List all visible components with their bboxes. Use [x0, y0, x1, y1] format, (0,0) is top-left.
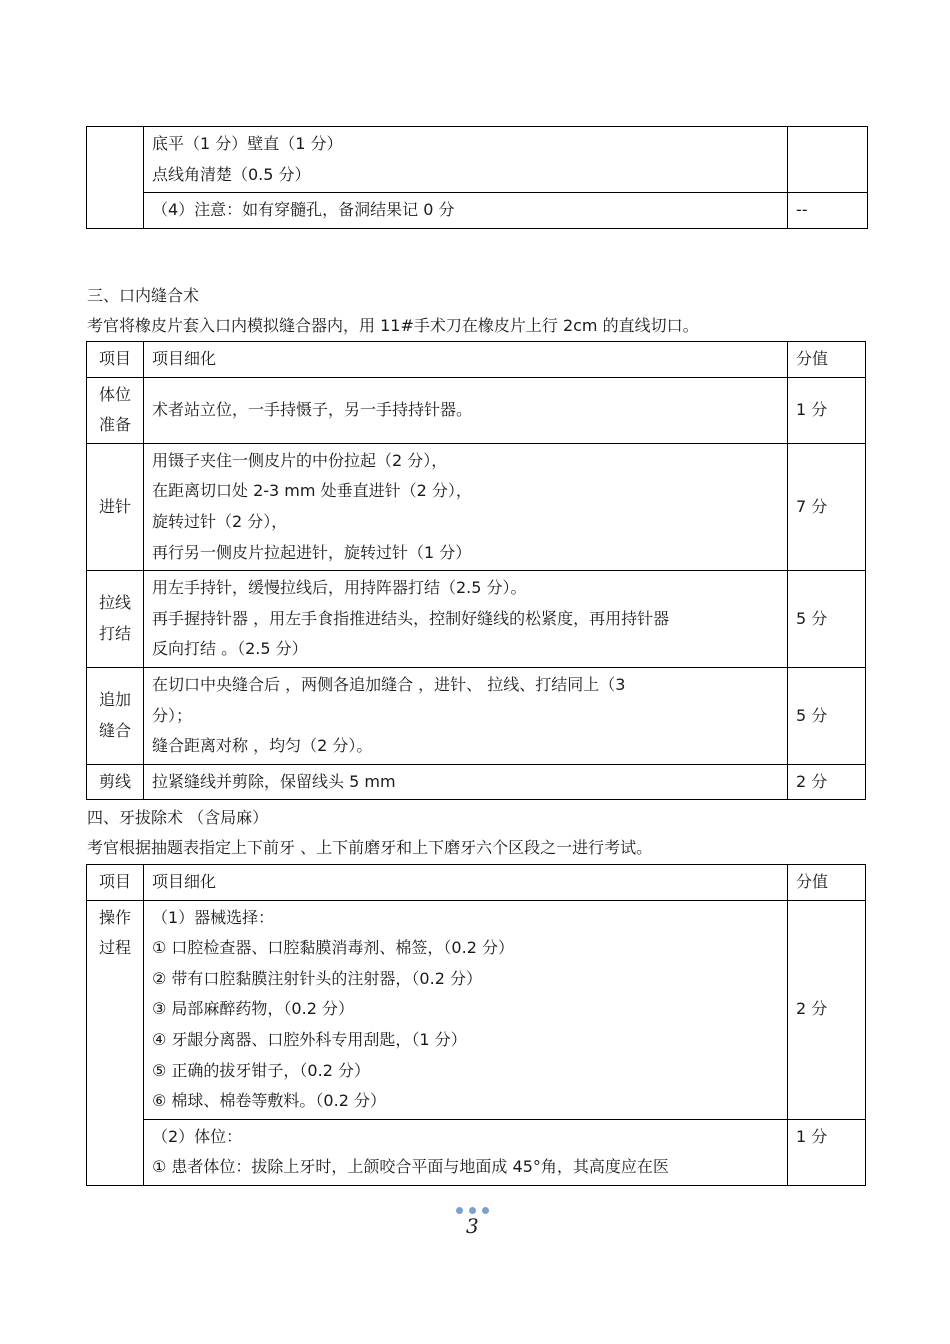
header-item: 项目 [87, 342, 144, 378]
table-cell-item [87, 764, 144, 800]
table-row [87, 193, 868, 229]
scoring-table-suture [86, 341, 866, 800]
detail-line: ⑤ 正确的拔牙钳子，（0.2 分） [152, 1060, 370, 1080]
table-row [87, 900, 866, 1119]
table-header-row [87, 342, 866, 378]
dot-icon [456, 1207, 463, 1214]
section-heading: 四、牙拔除术 （含局麻） [87, 808, 269, 827]
table-cell-detail [144, 443, 788, 570]
item-line: 追加 [98, 690, 131, 710]
table-cell-item [87, 377, 144, 443]
detail-line: ② 带有口腔黏膜注射针头的注射器，（0.2 分） [152, 968, 482, 988]
table-header-row [87, 865, 866, 901]
header-detail: 项目细化 [144, 865, 788, 901]
table-row [87, 127, 868, 193]
table-cell-score [788, 127, 868, 193]
item-line: 缝合 [98, 720, 131, 740]
table-cell-detail [144, 127, 788, 193]
item-line: 剪线 [98, 771, 131, 791]
item-line: 打结 [98, 624, 131, 644]
item-line: 过程 [98, 938, 131, 958]
detail-line: ① 口腔检查器、口腔黏膜消毒剂、棉签，（0.2 分） [152, 938, 514, 958]
detail-line: 缝合距离对称 ，均匀（2 分）。 [152, 736, 373, 756]
detail-line: 分）； [152, 705, 193, 725]
table-cell-score: 1 分 [788, 377, 866, 443]
detail-line: 用左手持针，缓慢拉线后，用持阵器打结（2.5 分）。 [152, 578, 527, 598]
table-row [87, 667, 866, 764]
section-intro: 考官将橡皮片套入口内模拟缝合器内，用 11#手术刀在橡皮片上行 2cm 的直线切口。 [87, 316, 699, 335]
table-cell-score: 5 分 [788, 571, 866, 668]
detail-line: 点线角清楚（0.5 分） [152, 164, 311, 184]
table-cell-item [87, 443, 144, 570]
table-cell-item [87, 127, 144, 229]
detail-line: 再手握持针器 ，用左手食指推进结头，控制好缝线的松紧度，再用持针器 [152, 608, 670, 628]
table-cell-detail [144, 377, 788, 443]
table-cell-score: 2 分 [788, 900, 866, 1119]
table-cell-detail [144, 667, 788, 764]
table-cell-score: -- [788, 193, 868, 229]
item-line: 拉线 [98, 593, 131, 613]
detail-line: （4）注意：如有穿髓孔，备洞结果记 0 分 [152, 200, 455, 220]
detail-line: ① 患者体位：拔除上牙时，上颌咬合平面与地面成 45°角，其高度应在医 [152, 1157, 669, 1177]
detail-line: 再行另一侧皮片拉起进针，旋转过针（1 分） [152, 542, 472, 562]
section-intro: 考官根据抽题表指定上下前牙 、上下前磨牙和上下磨牙六个区段之一进行考试。 [87, 838, 653, 857]
footer-dots-icon [456, 1207, 489, 1214]
dot-icon [469, 1207, 476, 1214]
detail-line: 在切口中央缝合后 ，两侧各追加缝合 ，进针、 拉线、打结同上（3 [152, 674, 626, 694]
table-cell-item [87, 900, 144, 1185]
header-score: 分值 [788, 342, 866, 378]
header-detail: 项目细化 [144, 342, 788, 378]
table-row [87, 377, 866, 443]
item-line: 进针 [98, 496, 131, 516]
page-number: 3 [466, 1214, 479, 1238]
detail-line: 在距离切口处 2-3 mm 处垂直进针（2 分）， [152, 481, 472, 501]
table-cell-detail [144, 571, 788, 668]
table-cell-score: 7 分 [788, 443, 866, 570]
detail-line: 用镊子夹住一侧皮片的中份拉起（2 分）， [152, 450, 448, 470]
table-cell-detail [144, 193, 788, 229]
table-cell-score: 1 分 [788, 1119, 866, 1185]
table-cell-score: 5 分 [788, 667, 866, 764]
item-line: 体位 [98, 384, 131, 404]
header-score: 分值 [788, 865, 866, 901]
detail-line: 术者站立位，一手持慑子，另一手持持针器。 [152, 399, 473, 419]
detail-line: ⑥ 棉球、棉卷等敷料。（0.2 分） [152, 1091, 386, 1111]
table-row [87, 571, 866, 668]
table-cell-detail [144, 1119, 788, 1185]
item-line: 操作 [98, 907, 131, 927]
table-row [87, 764, 866, 800]
table-row [87, 1119, 866, 1185]
table-cell-score: 2 分 [788, 764, 866, 800]
detail-line: ③ 局部麻醉药物，（0.2 分） [152, 999, 354, 1019]
detail-line: 旋转过针（2 分）， [152, 511, 288, 531]
table-cell-detail [144, 900, 788, 1119]
item-line: 准备 [98, 415, 131, 435]
detail-line: （1）器械选择： [152, 907, 275, 927]
table-row [87, 443, 866, 570]
detail-line: 反向打结 。（2.5 分） [152, 639, 308, 659]
section-heading: 三、口内缝合术 [87, 286, 200, 305]
header-item: 项目 [87, 865, 144, 901]
detail-line: 拉紧缝线并剪除，保留线头 5 mm [152, 771, 396, 791]
table-cell-item [87, 667, 144, 764]
table-continuation [86, 126, 868, 229]
scoring-table-extraction [86, 864, 866, 1186]
detail-line: 底平（1 分）壁直（1 分） [152, 134, 343, 153]
detail-line: （2）体位： [152, 1126, 243, 1146]
table-cell-item [87, 571, 144, 668]
detail-line: ④ 牙龈分离器、口腔外科专用刮匙，（1 分） [152, 1029, 467, 1049]
dot-icon [482, 1207, 489, 1214]
table-cell-detail [144, 764, 788, 800]
